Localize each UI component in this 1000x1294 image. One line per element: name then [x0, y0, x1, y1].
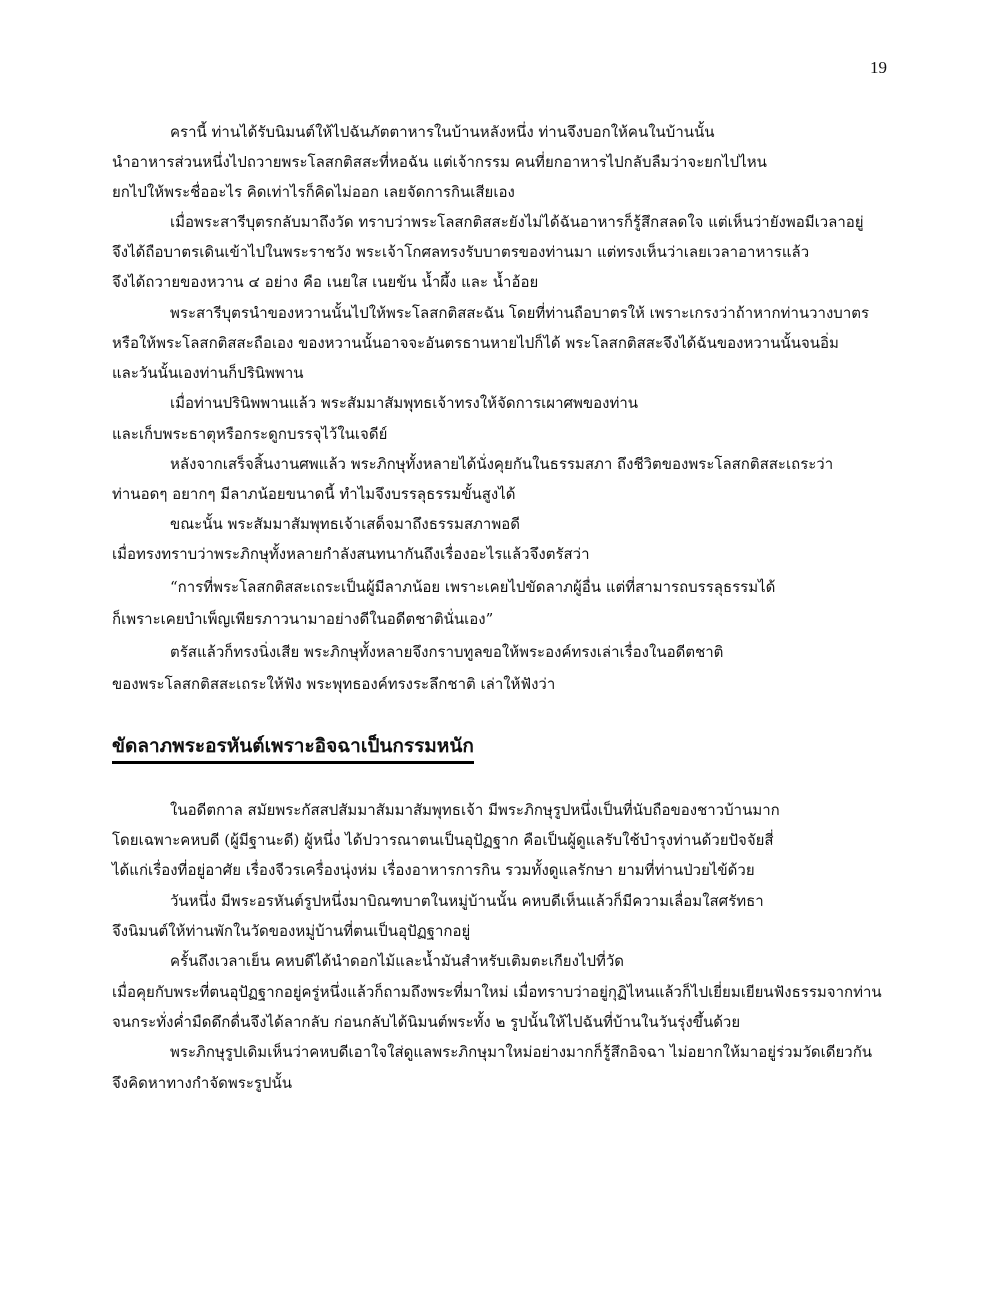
text-line: หลังจากเสร็จสิ้นงานศพแล้ว พระภิกษุทั้งหลายได้นั่งคุยกันในธรรมสภา ถึงชีวิตของพระโลสกติสสะเถระว่า — [170, 455, 834, 473]
text-line: โดยเฉพาะคหบดี (ผู้มีฐานะดี) ผู้หนึ่ง ได้ปวารณาตนเป็นอุปัฏฐาก คือเป็นผู้ดูแลรับใช้บำรุงท่านด้วยปัจจัยสี่ — [112, 831, 774, 849]
text-line: เมื่อท่านปรินิพพานแล้ว พระสัมมาสัมพุทธเจ้าทรงให้จัดการเผาศพของท่าน — [170, 394, 639, 412]
text-line: จึงคิดหาทางกำจัดพระรูปนั้น — [112, 1074, 292, 1092]
text-line: จึงได้ถือบาตรเดินเข้าไปในพระราชวัง พระเจ้าโกศลทรงรับบาตรของท่านมา แต่ทรงเห็นว่าเลยเวลาอาหารแล้ว — [112, 243, 810, 261]
text-line: ครั้นถึงเวลาเย็น คหบดีได้นำดอกไม้และน้ำมันสำหรับเติมตะเกียงไปที่วัด — [170, 952, 625, 970]
text-line: วันหนึ่ง มีพระอรหันต์รูปหนึ่งมาบิณฑบาตในหมู่บ้านนั้น คหบดีเห็นแล้วก็มีความเลื่อมใสศรัทธา — [170, 892, 764, 910]
text-line: จนกระทั่งค่ำมืดดึกดื่นจึงได้ลากลับ ก่อนกลับได้นิมนต์พระทั้ง ๒ รูปนั้นให้ไปฉันที่บ้านในวันรุ่งขึ้นด้วย — [112, 1013, 741, 1031]
text-line: เมื่อพระสารีบุตรกลับมาถึงวัด ทราบว่าพระโลสกติสสะยังไม่ได้ฉันอาหารก็รู้สึกสลดใจ แต่เห็นว่ายังพอมีเวลาอยู่ — [170, 213, 864, 231]
text-line: ได้แก่เรื่องที่อยู่อาศัย เรื่องจีวรเครื่องนุ่งห่ม เรื่องอาหารการกิน รวมทั้งดูแลรักษา ยามที่ท่านป่วยไข้ด้วย — [112, 861, 755, 879]
text-line: จึงนิมนต์ให้ท่านพักในวัดของหมู่บ้านที่ตนเป็นอุปัฏฐากอยู่ — [112, 922, 471, 940]
text-line: และเก็บพระธาตุหรือกระดูกบรรจุไว้ในเจดีย์ — [112, 425, 388, 443]
section-heading: ขัดลาภพระอรหันต์เพราะอิจฉาเป็นกรรมหนัก — [112, 734, 474, 764]
quote-line: “การที่พระโลสกติสสะเถระเป็นผู้มีลาภน้อย เพราะเคยไปขัดลาภผู้อื่น แต่ที่สามารถบรรลุธรรมได้ — [170, 578, 776, 596]
text-line: จึงได้ถวายของหวาน ๔ อย่าง คือ เนยใส เนยข้น น้ำผึ้ง และ น้ำอ้อย — [112, 273, 539, 291]
text-line: เมื่อทรงทราบว่าพระภิกษุทั้งหลายกำลังสนทนากันถึงเรื่องอะไรแล้วจึงตรัสว่า — [112, 545, 590, 563]
text-line: ของพระโลสกติสสะเถระให้ฟัง พระพุทธองค์ทรงระลึกชาติ เล่าให้ฟังว่า — [112, 675, 556, 693]
quote-line: ก็เพราะเคยบำเพ็ญเพียรภาวนามาอย่างดีในอดีตชาตินั่นเอง” — [112, 610, 494, 628]
text-line: ยกไปให้พระชื่ออะไร คิดเท่าไรก็คิดไม่ออก เลยจัดการกินเสียเอง — [112, 183, 515, 201]
text-line: เมื่อคุยกับพระที่ตนอุปัฏฐากอยู่ครู่หนึ่งแล้วก็ถามถึงพระที่มาใหม่ เมื่อทราบว่าอยู่กุฏิไหนแล้วก็ไปเยี่ยมเยียนฟังธรรมจากท่าน — [112, 983, 882, 1001]
text-line: พระสารีบุตรนำของหวานนั้นไปให้พระโลสกติสสะฉัน โดยที่ท่านถือบาตรให้ เพราะเกรงว่าถ้าหากท่านวางบาตร — [170, 304, 870, 322]
text-line: ท่านอดๆ อยากๆ มีลาภน้อยขนาดนี้ ทำไมจึงบรรลุธรรมขั้นสูงได้ — [112, 485, 516, 503]
text-line: ตรัสแล้วก็ทรงนิ่งเสีย พระภิกษุทั้งหลายจึงกราบทูลขอให้พระองค์ทรงเล่าเรื่องในอดีตชาติ — [170, 643, 724, 661]
text-line: และวันนั้นเองท่านก็ปรินิพพาน — [112, 364, 304, 382]
text-line: ในอดีตกาล สมัยพระกัสสปสัมมาสัมมาสัมพุทธเจ้า มีพระภิกษุรูปหนึ่งเป็นที่นับถือของชาวบ้านมาก — [170, 801, 780, 819]
text-line: ขณะนั้น พระสัมมาสัมพุทธเจ้าเสด็จมาถึงธรรมสภาพอดี — [170, 515, 520, 533]
text-line: ครานี้ ท่านได้รับนิมนต์ให้ไปฉันภัตตาหารในบ้านหลังหนึ่ง ท่านจึงบอกให้คนในบ้านนั้น — [170, 123, 715, 141]
text-line: หรือให้พระโลสกติสสะถือเอง ของหวานนั้นอาจจะอันตรธานหายไปก็ได้ พระโลสกติสสะจึงได้ฉันของหวานนั้นจนอิ่ม — [112, 334, 839, 352]
page-number: 19 — [870, 58, 887, 77]
text-line: พระภิกษุรูปเดิมเห็นว่าคหบดีเอาใจใส่ดูแลพระภิกษุมาใหม่อย่างมากก็รู้สึกอิจฉา ไม่อยากให้มาอยู่ร่วมวัดเดียวกัน — [170, 1043, 873, 1061]
text-line: นำอาหารส่วนหนึ่งไปถวายพระโลสกติสสะที่หอฉัน แต่เจ้ากรรม คนที่ยกอาหารไปกลับลืมว่าจะยกไปไหน — [112, 153, 767, 171]
